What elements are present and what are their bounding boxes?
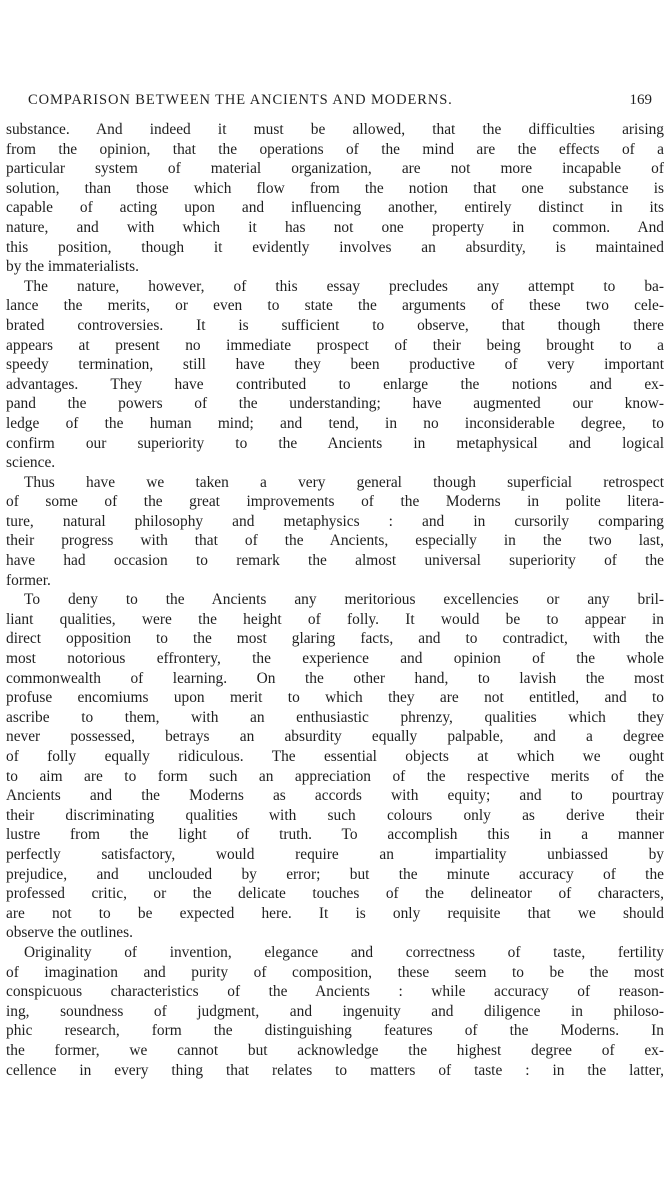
text-line: phic research, form the distinguishing features of the Moderns. In bbox=[6, 1022, 664, 1040]
text-line: science. bbox=[6, 454, 56, 472]
text-line: speedy termination, still have they been productive of very important bbox=[6, 356, 664, 374]
text-line: never possessed, betrays an absurdity equally palpable, and a degree bbox=[6, 728, 664, 746]
text-line: Originality of invention, elegance and correctness of taste, fertility bbox=[24, 943, 664, 961]
text-line: commonwealth of learning. On the other hand, to lavish the most bbox=[6, 669, 664, 687]
text-line: perfectly satisfactory, would require an impartiality unbiassed by bbox=[6, 845, 664, 863]
text-line: Ancients and the Moderns as accords with equity; and to pourtray bbox=[6, 787, 664, 805]
text-line: particular system of material organization, are not more incapable of bbox=[6, 160, 664, 178]
text-line: are not to be expected here. It is only requisite that we should bbox=[6, 904, 664, 922]
text-line: observe the outlines. bbox=[6, 924, 133, 942]
text-line: from the opinion, that the operations of the mind are the effects of a bbox=[6, 140, 664, 158]
text-line: confirm our superiority to the Ancients in metaphysical and logical bbox=[6, 434, 664, 452]
page-header bbox=[8, 92, 664, 114]
text-line: liant qualities, were the height of folly. It would be to appear in bbox=[6, 610, 664, 628]
text-line: direct opposition to the most glaring facts, and to contradict, with the bbox=[6, 630, 664, 648]
text-line: former. bbox=[6, 571, 51, 589]
text-line: Thus have we taken a very general though superficial retrospect bbox=[24, 473, 664, 491]
text-line: prejudice, and unclouded by error; but the minute accuracy of the bbox=[6, 865, 664, 883]
text-line: their progress with that of the Ancients, especially in the two last, bbox=[6, 532, 664, 550]
text-line: advantages. They have contributed to enlarge the notions and ex- bbox=[6, 375, 664, 393]
text-line: profuse encomiums upon merit to which they are not entitled, and to bbox=[6, 689, 664, 707]
text-line: most notorious effrontery, the experience and opinion of the whole bbox=[6, 650, 664, 668]
text-line: have had occasion to remark the almost universal superiority of the bbox=[6, 552, 664, 570]
text-line: ture, natural philosophy and metaphysics : and in cursorily comparing bbox=[6, 512, 664, 530]
text-line: this position, though it evidently involves an absurdity, is maintained bbox=[6, 238, 664, 256]
text-line: the former, we cannot but acknowledge the highest degree of ex- bbox=[6, 1041, 664, 1059]
text-line: of some of the great improvements of the Moderns in polite litera- bbox=[6, 493, 664, 511]
text-line: lance the merits, or even to state the arguments of these two cele- bbox=[6, 297, 664, 315]
text-line: cellence in every thing that relates to matters of taste : in the latter, bbox=[6, 1061, 664, 1079]
text-line: To deny to the Ancients any meritorious excellencies or any bril- bbox=[24, 591, 664, 609]
text-line: by the immaterialists. bbox=[6, 258, 139, 276]
text-line: conspicuous characteristics of the Ancients : while accuracy of reason- bbox=[6, 983, 664, 1001]
body-text bbox=[6, 120, 664, 1080]
text-line: of imagination and purity of composition, these seem to be the most bbox=[6, 963, 664, 981]
text-line: ascribe to them, with an enthusiastic phrenzy, qualities which they bbox=[6, 708, 664, 726]
text-line: professed critic, or the delicate touches of the delineator of characters, bbox=[6, 885, 664, 903]
text-line: of folly equally ridiculous. The essential objects at which we ought bbox=[6, 748, 664, 765]
text-line: their discriminating qualities with such colours only as derive their bbox=[6, 806, 664, 824]
text-line: capable of acting upon and influencing another, entirely distinct in its bbox=[6, 199, 664, 217]
running-head: COMPARISON BETWEEN THE ANCIENTS AND MODERNS. bbox=[28, 92, 453, 108]
text-line: ing, soundness of judgment, and ingenuity and diligence in philoso- bbox=[6, 1002, 664, 1020]
text-line: substance. And indeed it must be allowed, that the difficulties arising bbox=[6, 121, 664, 138]
text-line: solution, than those which flow from the notion that one substance is bbox=[6, 179, 664, 197]
page-number: 169 bbox=[629, 92, 652, 108]
text-line: to aim are to form such an appreciation of the respective merits of the bbox=[6, 767, 664, 785]
text-line: lustre from the light of truth. To accomplish this in a manner bbox=[6, 826, 664, 844]
text-line: nature, and with which it has not one property in common. And bbox=[6, 218, 664, 236]
text-line: ledge of the human mind; and tend, in no inconsiderable degree, to bbox=[6, 414, 664, 432]
text-line: appears at present no immediate prospect of their being brought to a bbox=[6, 336, 664, 354]
text-line: brated controversies. It is sufficient to observe, that though there bbox=[6, 316, 664, 334]
text-line: pand the powers of the understanding; have augmented our know- bbox=[6, 395, 664, 413]
text-line: The nature, however, of this essay precludes any attempt to ba- bbox=[24, 277, 664, 295]
